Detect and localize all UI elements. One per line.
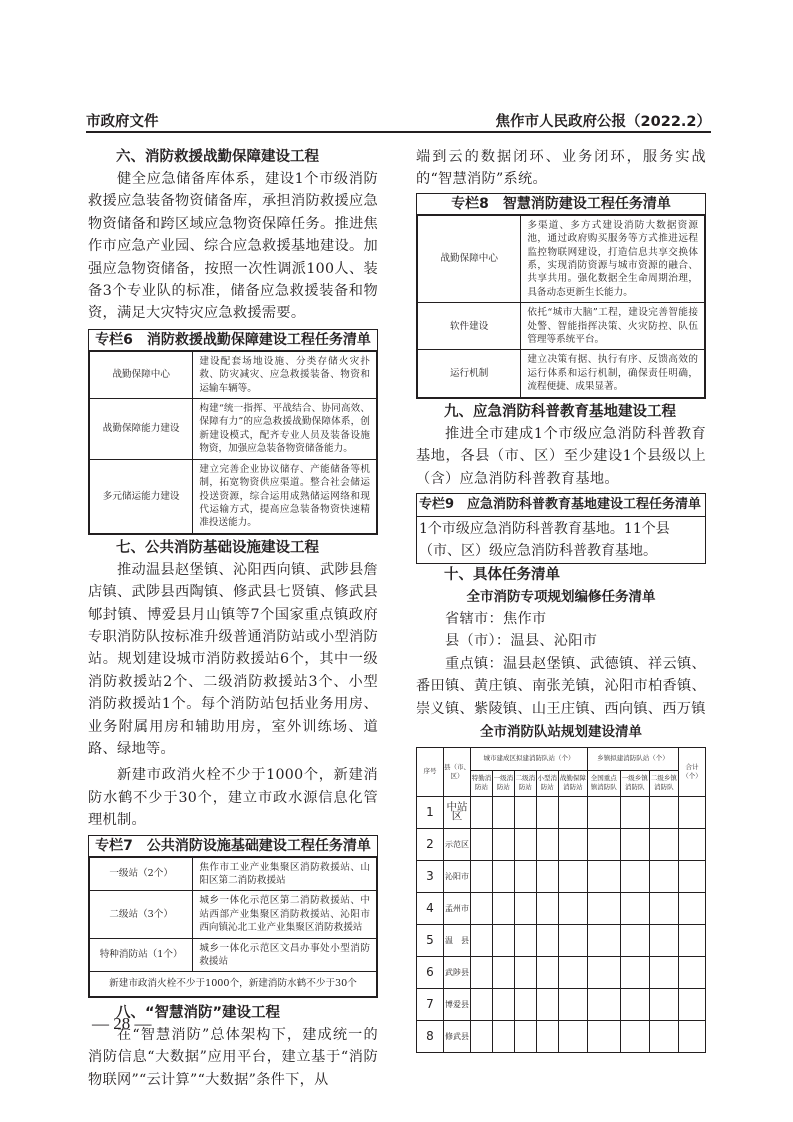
box-8-title: 专栏8 智慧消防建设工程任务清单 [417,194,705,215]
table-cell-empty [620,860,649,892]
right-column [416,146,706,1053]
box-7 [88,835,378,998]
table-row [417,892,706,924]
plan-line-towns: 重点镇：温县赵堡镇、武德镇、祥云镇、番田镇、黄庄镇、南张羌镇，沁阳市柏香镇、崇义镇、紫陵镇、山王庄镇、西向镇、西万镇 [416,655,706,717]
table-cell-empty [620,1020,649,1052]
table-cell-empty [620,796,649,828]
table-row [418,215,705,302]
row-seq: 7 [417,988,444,1020]
table-cell-empty [558,988,587,1020]
table-row [417,860,706,892]
table-cell-value: 构建“统一指挥、平战结合、协同高效、保障有力”的应急救援战勤保障体系，创新建设模式，配齐专业人员及装备设施物资，加强应急装备物资储备能力。 [193,399,377,460]
table-row [90,459,377,533]
row-county-name: 沁阳市 [444,860,471,892]
row-seq: 3 [417,860,444,892]
table-cell-value: 焦作市工业产业集聚区消防救援站、山阳区第二消防救援站 [193,857,377,891]
row-county-name: 博爱县 [444,988,471,1020]
column-header-county: 县（市、区） [444,747,471,796]
column-header: 一级消防站 [492,770,514,796]
table-cell-empty [587,796,620,828]
table-cell-empty [492,956,514,988]
section-7-heading: 七、公共消防基础设施建设工程 [116,539,319,556]
table-cell-value: 建设配套场地设施、分类存储火灾扑救、防灾减灾、应急救援装备、物资和运输车辆等。 [193,351,377,398]
column-header: 小型消防站 [536,770,558,796]
table-cell-empty [558,1020,587,1052]
table-cell-value: 城乡一体化示范区第二消防救援站、中站西部产业集聚区消防救援站、沁阳市西向镇沁北工业产业集聚区消防救援站 [193,891,377,938]
table-cell-empty [536,892,558,924]
row-county-name: 修武县 [444,1020,471,1052]
table-cell-empty [558,796,587,828]
table-row [418,303,705,350]
table-cell-key: 战勤保障中心 [418,215,521,302]
table-cell-empty [471,892,493,924]
table-cell-empty [536,988,558,1020]
box-8-table [417,215,705,398]
row-seq: 4 [417,892,444,924]
table-cell-empty [649,892,678,924]
table-cell-empty [514,924,536,956]
table-cell-empty [649,956,678,988]
row-county-name: 孟州市 [444,892,471,924]
table-cell-value: 建立完善企业协议储存、产能储备等机制，拓宽物资供应渠道。整合社会储运投送资源，综合运用成熟储运网络和现代运输方式，提高应急装备物资快速精准投送能力。 [193,459,377,533]
page-number: — 28 — [92,1014,152,1033]
table-row [417,956,706,988]
table-cell-empty [514,860,536,892]
table-cell-empty [620,924,649,956]
row-county-name: 武陟县 [444,956,471,988]
box-9 [416,493,706,564]
table-cell-empty [620,892,649,924]
table-cell-empty [492,860,514,892]
section-9-paragraph: 推进全市建成1个市级应急消防科普教育基地，各县（市、区）至少建设1个县级以上（含）应急消防科普教育基地。 [416,425,706,487]
section-8-heading: 八、“智慧消防”建设工程 [116,1004,281,1021]
row-seq: 2 [417,828,444,860]
table-cell-empty [649,860,678,892]
box-7-table [89,857,377,997]
table-cell-empty [587,828,620,860]
table-row [417,796,706,828]
table-cell-empty [558,892,587,924]
table-cell-key: 运行机制 [418,350,521,397]
table-cell-empty [492,796,514,828]
table-cell-empty [492,828,514,860]
row-county-name: 温 县 [444,924,471,956]
table-cell-empty [587,924,620,956]
box-6 [88,329,378,535]
header-publication-title: 焦作市人民政府公报（2022.2） [495,114,711,130]
table-row [90,399,377,460]
table-cell-key: 特种消防站（1个） [90,938,193,972]
table-cell-empty [587,892,620,924]
table-cell-empty [679,956,706,988]
running-header [86,108,711,132]
table-row [90,938,377,972]
column-group-city: 城市建成区拟建消防队站（个） [471,747,588,770]
table-cell-empty [679,924,706,956]
table-cell-empty [471,988,493,1020]
table-cell-empty [471,956,493,988]
table-cell-empty [536,796,558,828]
table-cell-empty [471,796,493,828]
station-table [416,747,706,1053]
table-cell-key: 一级站（2个） [90,857,193,891]
table-cell-empty [536,828,558,860]
table-cell-empty [649,796,678,828]
row-seq: 1 [417,796,444,828]
table-cell-empty [620,828,649,860]
section-7-paragraph-2: 新建市政消火栓不少于1000个，新建消防水鹤不少于30个，建立市政水源信息化管理机制。 [88,767,378,829]
table-cell-empty [514,1020,536,1052]
table-cell-empty [587,860,620,892]
table-cell-empty [620,988,649,1020]
table-cell-value: 城乡一体化示范区文昌办事处小型消防救援站 [193,938,377,972]
table-cell-key: 战勤保障能力建设 [90,399,193,460]
table-cell-empty [471,1020,493,1052]
table-cell-empty [492,1020,514,1052]
box-7-title: 专栏7 公共消防设施基础建设工程任务清单 [89,836,377,857]
section-10-heading: 十、具体任务清单 [444,566,560,583]
table-cell-empty [514,828,536,860]
table-row [90,891,377,938]
section-7-paragraph-1: 推动温县赵堡镇、沁阳西向镇、武陟县詹店镇、武陟县西陶镇、修武县七贤镇、修武县郇封镇、博爱县月山镇等7个国家重点镇政府专职消防队按标准升级普通消防站或小型消防站。规划建设城市消防救援站6个，其中一级消防救援站2个、二级消防救援站3个、小型消防救援站1个。每个消防站包括业务用房、业务附属用房和辅助用房，室外训练场、道路、绿地等。 [88,561,378,757]
column-header: 二级乡镇消防队 [649,770,678,796]
table-cell-empty [514,956,536,988]
table-cell-empty [492,988,514,1020]
table-cell-empty [679,796,706,828]
column-header: 战勤保障消防站 [558,770,587,796]
table-row [418,350,705,397]
box-9-title: 专栏9 应急消防科普教育基地建设工程任务清单 [417,494,705,517]
table-row [90,972,377,996]
header-section-label: 市政府文件 [86,114,159,130]
table-cell-empty [536,956,558,988]
table-cell-empty [679,988,706,1020]
section-6-heading: 六、消防救援战勤保障建设工程 [116,149,319,165]
header-rule [86,131,711,133]
table-cell-empty [471,924,493,956]
table-cell-key: 二级站（3个） [90,891,193,938]
table-cell-empty [492,924,514,956]
table-cell-empty [679,1020,706,1052]
table-cell-empty [679,828,706,860]
section-8-paragraph: 在“智慧消防”总体架构下，建成统一的消防信息“大数据”应用平台，建立基于“消防物联网”“云计算”“大数据”条件下，从 [88,1026,378,1088]
table-cell-empty [649,988,678,1020]
table-cell-value: 建立决策有据、执行有序、反馈高效的运行体系和运行机制，确保责任明确，流程便捷、成果显著。 [521,350,705,397]
row-county-name: 示范区 [444,828,471,860]
table-cell-key: 战勤保障中心 [90,351,193,398]
table-cell-empty [587,988,620,1020]
table-cell-empty [679,860,706,892]
section-8-paragraph-continued: 端到云的数据闭环、业务闭环，服务实战的“智慧消防”系统。 [416,149,706,188]
station-table-body [417,796,706,1052]
table-row [90,351,377,398]
table-cell-empty [558,828,587,860]
row-seq: 8 [417,1020,444,1052]
column-header: 特勤消防站 [471,770,493,796]
box-7-footer: 新建市政消火栓不少于1000个，新建消防水鹤不少于30个 [90,972,377,996]
left-column [88,146,378,1091]
row-seq: 6 [417,956,444,988]
table-cell-key: 软件建设 [418,303,521,350]
table-row [90,857,377,891]
table-cell-empty [649,924,678,956]
section-9-heading: 九、应急消防科普教育基地建设工程 [444,403,676,420]
plan-list-title: 全市消防专项规划编修任务清单 [466,588,656,605]
table-cell-empty [536,1020,558,1052]
table-cell-empty [514,988,536,1020]
section-6-paragraph: 健全应急储备库体系，建设1个市级消防救援应急装备物资储备库，承担消防救援应急物资储备和跨区域应急物资保障任务。推进焦作市应急产业园、综合应急救援基地建设。加强应急物资储备，按照一次性调派100人、装备3个专业队的标准，储备应急救援装备和物资，满足大灾特灾应急救援需要。 [88,171,378,322]
table-cell-empty [620,956,649,988]
table-cell-empty [471,860,493,892]
column-group-town: 乡镇拟建消防队站（个） [587,747,678,770]
station-table-title: 全市消防队站规划建设清单 [480,723,642,740]
column-header: 二级消防站 [514,770,536,796]
plan-line-city: 省辖市：焦作市 [445,610,547,627]
box-6-title: 专栏6 消防救援战勤保障建设工程任务清单 [89,330,377,351]
table-header-row [417,747,706,770]
table-cell-empty [649,1020,678,1052]
row-seq: 5 [417,924,444,956]
table-cell-empty [679,892,706,924]
box-8 [416,193,706,399]
table-row [417,988,706,1020]
table-cell-empty [514,796,536,828]
table-cell-empty [649,828,678,860]
column-header-total: 合计（个） [679,747,706,796]
table-cell-empty [471,828,493,860]
table-row [417,828,706,860]
plan-line-counties: 县（市）：温县、沁阳市 [445,633,598,650]
table-cell-empty [536,924,558,956]
row-county-name: 中站区 [444,796,471,828]
table-cell-empty [492,892,514,924]
table-cell-empty [558,956,587,988]
table-cell-empty [587,956,620,988]
table-row [417,924,706,956]
table-cell-empty [587,1020,620,1052]
table-cell-key: 多元储运能力建设 [90,459,193,533]
table-cell-empty [558,860,587,892]
box-9-body: 1个市级应急消防科普教育基地。11个县（市、区）级应急消防科普教育基地。 [419,520,670,559]
table-cell-empty [558,924,587,956]
table-cell-empty [514,892,536,924]
table-cell-value: 依托“城市大脑”工程，建设完善智能接处警、智能指挥决策、火灾防控、队伍管理等系统平台。 [521,303,705,350]
column-header: 全国重点镇消防队 [587,770,620,796]
column-header-seq: 序号 [417,747,444,796]
table-cell-value: 多渠道、多方式建设消防大数据资源池，通过政府购买服务等方式推进远程监控物联网建设，打造信息共享交换体系，实现消防资源与城市资源的融合、共享共用。强化数据全生命周期治理，具备动态更新生长能力。 [521,215,705,302]
box-6-table [89,351,377,534]
table-row [417,1020,706,1052]
table-cell-empty [536,860,558,892]
column-header: 一级乡镇消防队 [620,770,649,796]
